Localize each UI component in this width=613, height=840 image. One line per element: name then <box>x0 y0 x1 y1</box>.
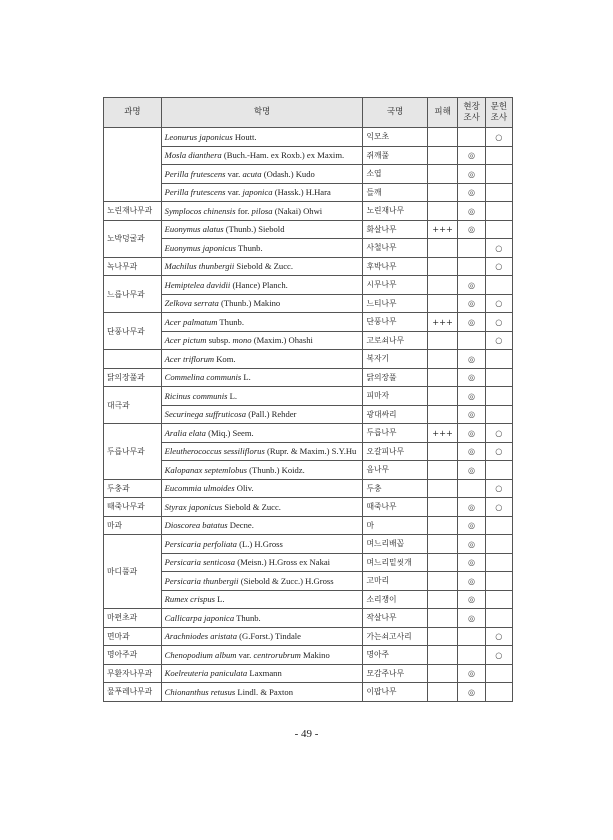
family-cell: 느릅나무과 <box>104 276 162 313</box>
scientific-name-italic: Chenopodium album <box>164 649 237 660</box>
literature-survey-mark <box>485 590 512 609</box>
scientific-name-cell <box>161 479 363 498</box>
damage-cell <box>427 553 458 572</box>
literature-survey-mark <box>485 368 512 387</box>
scientific-name-author: Kom. <box>214 353 236 364</box>
family-cell: 두릅나무과 <box>104 424 162 480</box>
table-row <box>104 646 513 665</box>
field-survey-mark: ◎ <box>458 461 485 480</box>
scientific-name-cell <box>161 294 363 313</box>
scientific-name-author: (Odash.) Kudo <box>261 168 315 179</box>
scientific-name-italic: Leonurus japonicus <box>164 131 233 142</box>
scientific-name-author: L. <box>215 594 225 605</box>
literature-survey-mark <box>485 553 512 572</box>
scientific-name-cell <box>161 146 363 165</box>
scientific-name-italic: pilosa <box>251 205 273 216</box>
scientific-name-author: (Hassk.) H.Hara <box>272 187 331 198</box>
korean-name-cell: 오갈피나무 <box>363 442 427 461</box>
table-row <box>104 239 513 258</box>
literature-survey-mark: ○ <box>485 239 512 258</box>
scientific-name-italic: Callicarpa japonica <box>164 612 235 623</box>
damage-cell <box>427 368 458 387</box>
family-cell <box>104 128 162 202</box>
scientific-name-italic: Acer palmatum <box>164 316 218 327</box>
damage-cell <box>427 294 458 313</box>
scientific-name-italic: Persicaria perfoliata <box>164 538 237 549</box>
family-cell: 마편초과 <box>104 609 162 628</box>
field-survey-mark: ◎ <box>458 572 485 591</box>
family-cell: 면마과 <box>104 627 162 646</box>
scientific-name-cell <box>161 183 363 202</box>
table-row <box>104 387 513 406</box>
scientific-name-italic: centrorubrum <box>253 649 301 660</box>
damage-cell <box>427 405 458 424</box>
scientific-name-italic: Koelreuteria paniculata <box>164 668 248 679</box>
literature-survey-mark <box>485 405 512 424</box>
literature-survey-mark: ○ <box>485 424 512 443</box>
table-row <box>104 627 513 646</box>
korean-name-cell: 고로쇠나무 <box>363 331 427 350</box>
table-row <box>104 424 513 443</box>
scientific-name-author: L. <box>241 372 251 383</box>
literature-survey-mark: ○ <box>485 442 512 461</box>
table-row <box>104 498 513 517</box>
damage-cell <box>427 350 458 369</box>
damage-cell: +++ <box>427 220 458 239</box>
literature-survey-mark: ○ <box>485 331 512 350</box>
scientific-name-author: Siebold & Zucc. <box>222 501 281 512</box>
table-row <box>104 146 513 165</box>
literature-survey-mark: ○ <box>485 257 512 276</box>
scientific-name-cell <box>161 442 363 461</box>
scientific-name-author: Thunb. <box>217 316 244 327</box>
scientific-name-author: (Thunb.) Siebold <box>223 224 285 235</box>
scientific-name-italic: acuta <box>242 168 262 179</box>
field-survey-mark <box>458 627 485 646</box>
korean-name-cell: 작살나무 <box>363 609 427 628</box>
literature-survey-mark <box>485 350 512 369</box>
family-cell: 마디풀과 <box>104 535 162 609</box>
literature-survey-mark: ○ <box>485 294 512 313</box>
scientific-name-author: Thunb. <box>234 612 261 623</box>
damage-cell <box>427 664 458 683</box>
literature-survey-mark <box>485 461 512 480</box>
damage-cell <box>427 461 458 480</box>
scientific-name-cell <box>161 128 363 147</box>
scientific-name-author: Siebold & Zucc. <box>234 261 293 272</box>
scientific-name-author: Decne. <box>227 520 254 531</box>
field-survey-mark <box>458 128 485 147</box>
table-row <box>104 294 513 313</box>
table-row <box>104 183 513 202</box>
scientific-name-cell <box>161 535 363 554</box>
damage-cell <box>427 442 458 461</box>
family-cell: 닭의장풀과 <box>104 368 162 387</box>
literature-survey-mark: ○ <box>485 646 512 665</box>
scientific-name-italic: Acer pictum <box>164 335 207 346</box>
field-survey-mark <box>458 239 485 258</box>
scientific-name-author: (Nakai) Ohwi <box>272 205 323 216</box>
scientific-name-italic: Styrax japonicus <box>164 501 223 512</box>
header-korean-name: 국명 <box>363 98 427 128</box>
korean-name-cell: 음나무 <box>363 461 427 480</box>
damage-cell <box>427 239 458 258</box>
scientific-name-italic: Euonymus alatus <box>164 224 224 235</box>
scientific-name-author: Laxmann <box>247 668 282 679</box>
field-survey-mark: ◎ <box>458 405 485 424</box>
damage-cell <box>427 479 458 498</box>
damage-cell <box>427 276 458 295</box>
damage-cell <box>427 646 458 665</box>
header-family: 과명 <box>104 98 162 128</box>
korean-name-cell: 소리쟁이 <box>363 590 427 609</box>
korean-name-cell: 소엽 <box>363 165 427 184</box>
damage-cell: +++ <box>427 424 458 443</box>
damage-cell <box>427 331 458 350</box>
field-survey-mark: ◎ <box>458 146 485 165</box>
field-survey-mark: ◎ <box>458 368 485 387</box>
literature-survey-mark <box>485 202 512 221</box>
scientific-name-cell <box>161 627 363 646</box>
literature-survey-mark <box>485 146 512 165</box>
family-cell: 노린재나무과 <box>104 202 162 221</box>
field-survey-mark: ◎ <box>458 535 485 554</box>
scientific-name-author: (Rupr. & Maxim.) S.Y.Hu <box>264 446 357 457</box>
literature-survey-mark: ○ <box>485 479 512 498</box>
scientific-name-author: (Thunb.) Koidz. <box>247 464 305 475</box>
korean-name-cell: 고마리 <box>363 572 427 591</box>
literature-survey-mark: ○ <box>485 627 512 646</box>
species-table <box>103 97 513 702</box>
scientific-name-author: var. <box>225 168 243 179</box>
table-row <box>104 461 513 480</box>
korean-name-cell: 시무나무 <box>363 276 427 295</box>
korean-name-cell: 피마자 <box>363 387 427 406</box>
family-cell: 명아주과 <box>104 646 162 665</box>
korean-name-cell: 쥐깨풀 <box>363 146 427 165</box>
literature-survey-mark: ○ <box>485 313 512 332</box>
field-survey-mark: ◎ <box>458 516 485 535</box>
scientific-name-italic: Eucommia ulmoides <box>164 483 235 494</box>
family-cell: 노박덩굴과 <box>104 220 162 257</box>
table-row <box>104 553 513 572</box>
korean-name-cell: 두릅나무 <box>363 424 427 443</box>
field-survey-mark <box>458 479 485 498</box>
korean-name-cell: 모감주나무 <box>363 664 427 683</box>
korean-name-cell: 닭의장풀 <box>363 368 427 387</box>
table-row <box>104 664 513 683</box>
korean-name-cell: 가는쇠고사리 <box>363 627 427 646</box>
scientific-name-italic: Persicaria senticosa <box>164 557 236 568</box>
literature-survey-mark <box>485 220 512 239</box>
literature-survey-mark <box>485 276 512 295</box>
scientific-name-cell <box>161 609 363 628</box>
scientific-name-italic: Persicaria thunbergii <box>164 575 239 586</box>
damage-cell <box>427 498 458 517</box>
scientific-name-cell <box>161 220 363 239</box>
literature-survey-mark <box>485 683 512 702</box>
literature-survey-mark <box>485 664 512 683</box>
literature-survey-mark <box>485 165 512 184</box>
scientific-name-italic: Chionanthus retusus <box>164 686 236 697</box>
literature-survey-mark <box>485 183 512 202</box>
scientific-name-italic: Hemiptelea davidii <box>164 279 231 290</box>
damage-cell <box>427 165 458 184</box>
scientific-name-author: var. <box>225 187 243 198</box>
literature-survey-mark <box>485 572 512 591</box>
scientific-name-cell <box>161 202 363 221</box>
scientific-name-cell <box>161 387 363 406</box>
table-row <box>104 276 513 295</box>
damage-cell <box>427 609 458 628</box>
scientific-name-author: (Hance) Planch. <box>230 279 288 290</box>
field-survey-mark: ◎ <box>458 498 485 517</box>
table-row <box>104 350 513 369</box>
table-row <box>104 683 513 702</box>
scientific-name-author: L. <box>227 390 237 401</box>
scientific-name-italic: Perilla frutescens <box>164 168 226 179</box>
korean-name-cell: 마 <box>363 516 427 535</box>
literature-survey-mark <box>485 609 512 628</box>
scientific-name-author: Oliv. <box>234 483 254 494</box>
scientific-name-author: (Miq.) Seem. <box>205 427 254 438</box>
scientific-name-author: (Meisn.) H.Gross ex Nakai <box>235 557 331 568</box>
scientific-name-italic: Dioscorea batatus <box>164 520 228 531</box>
field-survey-mark: ◎ <box>458 220 485 239</box>
korean-name-cell: 복자기 <box>363 350 427 369</box>
literature-survey-mark <box>485 535 512 554</box>
field-survey-mark: ◎ <box>458 609 485 628</box>
damage-cell <box>427 128 458 147</box>
scientific-name-author: (L.) H.Gross <box>236 538 283 549</box>
scientific-name-cell <box>161 553 363 572</box>
scientific-name-cell <box>161 683 363 702</box>
table-row <box>104 220 513 239</box>
scientific-name-author: (Maxim.) Ohashi <box>251 335 313 346</box>
korean-name-cell: 두충 <box>363 479 427 498</box>
table-row <box>104 405 513 424</box>
damage-cell: +++ <box>427 313 458 332</box>
scientific-name-italic: Aralia elata <box>164 427 206 438</box>
scientific-name-cell <box>161 664 363 683</box>
scientific-name-author: (Pall.) Rehder <box>246 409 297 420</box>
table-row <box>104 165 513 184</box>
damage-cell <box>427 257 458 276</box>
scientific-name-cell <box>161 461 363 480</box>
field-survey-mark: ◎ <box>458 664 485 683</box>
family-cell <box>104 350 162 369</box>
field-survey-mark <box>458 646 485 665</box>
table-header-row <box>104 98 513 128</box>
table-row <box>104 572 513 591</box>
scientific-name-italic: Ricinus communis <box>164 390 228 401</box>
scientific-name-author: (Siebold & Zucc.) H.Gross <box>238 575 334 586</box>
scientific-name-italic: Rumex crispus <box>164 594 216 605</box>
scientific-name-italic: Commelina communis <box>164 372 242 383</box>
scientific-name-italic: Kalopanax septemlobus <box>164 464 248 475</box>
scientific-name-cell <box>161 405 363 424</box>
field-survey-mark: ◎ <box>458 202 485 221</box>
scientific-name-cell <box>161 590 363 609</box>
scientific-name-cell <box>161 331 363 350</box>
scientific-name-italic: Eleutherococcus sessiliflorus <box>164 446 265 457</box>
scientific-name-author: subsp. <box>206 335 233 346</box>
table-row <box>104 516 513 535</box>
scientific-name-cell <box>161 313 363 332</box>
table-row <box>104 368 513 387</box>
scientific-name-author: Houtt. <box>232 131 257 142</box>
field-survey-mark: ◎ <box>458 590 485 609</box>
scientific-name-cell <box>161 646 363 665</box>
korean-name-cell: 며느리밑씻개 <box>363 553 427 572</box>
table-row <box>104 442 513 461</box>
scientific-name-cell <box>161 165 363 184</box>
family-cell: 때죽나무과 <box>104 498 162 517</box>
table-row <box>104 590 513 609</box>
scientific-name-cell <box>161 368 363 387</box>
table-row <box>104 479 513 498</box>
family-cell: 녹나무과 <box>104 257 162 276</box>
field-survey-mark: ◎ <box>458 276 485 295</box>
scientific-name-italic: japonica <box>242 187 273 198</box>
scientific-name-author: (Buch.-Ham. ex Roxb.) ex Maxim. <box>221 150 345 161</box>
scientific-name-cell <box>161 276 363 295</box>
korean-name-cell: 명아주 <box>363 646 427 665</box>
damage-cell <box>427 590 458 609</box>
korean-name-cell: 후박나무 <box>363 257 427 276</box>
family-cell: 물푸레나무과 <box>104 683 162 702</box>
scientific-name-italic: Acer triflorum <box>164 353 215 364</box>
table-row <box>104 535 513 554</box>
literature-survey-mark: ○ <box>485 498 512 517</box>
field-survey-mark: ◎ <box>458 313 485 332</box>
field-survey-mark: ◎ <box>458 683 485 702</box>
scientific-name-author: (G.Forst.) Tindale <box>237 631 301 642</box>
family-cell: 무환자나무과 <box>104 664 162 683</box>
scientific-name-italic: Euonymus japonicus <box>164 242 237 253</box>
scientific-name-italic: Arachniodes aristata <box>164 631 237 642</box>
table-row <box>104 609 513 628</box>
scientific-name-author: Lindl. & Paxton <box>235 686 294 697</box>
damage-cell <box>427 683 458 702</box>
korean-name-cell: 느티나무 <box>363 294 427 313</box>
table-row <box>104 128 513 147</box>
korean-name-cell: 사철나무 <box>363 239 427 258</box>
scientific-name-italic: Securinega suffruticosa <box>164 409 247 420</box>
scientific-name-cell <box>161 257 363 276</box>
korean-name-cell: 단풍나무 <box>363 313 427 332</box>
scientific-name-cell <box>161 239 363 258</box>
family-cell: 두충과 <box>104 479 162 498</box>
damage-cell <box>427 627 458 646</box>
scientific-name-author: Makino <box>300 649 330 660</box>
damage-cell <box>427 202 458 221</box>
korean-name-cell: 화살나무 <box>363 220 427 239</box>
header-scientific-name: 학명 <box>161 98 363 128</box>
scientific-name-author: Thunb. <box>236 242 263 253</box>
korean-name-cell: 들깨 <box>363 183 427 202</box>
field-survey-mark <box>458 331 485 350</box>
scientific-name-cell <box>161 572 363 591</box>
literature-survey-mark: ○ <box>485 128 512 147</box>
scientific-name-italic: mono <box>232 335 252 346</box>
scientific-name-author: (Thunb.) Makino <box>218 298 281 309</box>
header-literature-survey: 문헌 조사 <box>485 98 512 128</box>
field-survey-mark: ◎ <box>458 424 485 443</box>
damage-cell <box>427 572 458 591</box>
header-damage: 피해 <box>427 98 458 128</box>
field-survey-mark: ◎ <box>458 553 485 572</box>
table-row <box>104 313 513 332</box>
damage-cell <box>427 146 458 165</box>
korean-name-cell: 때죽나무 <box>363 498 427 517</box>
scientific-name-cell <box>161 498 363 517</box>
korean-name-cell: 익모초 <box>363 128 427 147</box>
table-row <box>104 202 513 221</box>
family-cell: 대극과 <box>104 387 162 424</box>
field-survey-mark: ◎ <box>458 350 485 369</box>
damage-cell <box>427 535 458 554</box>
scientific-name-italic: Perilla frutescens <box>164 187 226 198</box>
damage-cell <box>427 183 458 202</box>
header-field-survey: 현장 조사 <box>458 98 485 128</box>
table-row <box>104 257 513 276</box>
field-survey-mark: ◎ <box>458 183 485 202</box>
scientific-name-cell <box>161 350 363 369</box>
scientific-name-italic: Symplocos chinensis <box>164 205 236 216</box>
field-survey-mark: ◎ <box>458 165 485 184</box>
scientific-name-italic: Mosla dianthera <box>164 150 222 161</box>
field-survey-mark: ◎ <box>458 387 485 406</box>
korean-name-cell: 이팝나무 <box>363 683 427 702</box>
korean-name-cell: 며느리배꼽 <box>363 535 427 554</box>
literature-survey-mark <box>485 516 512 535</box>
scientific-name-italic: Zelkova serrata <box>164 298 219 309</box>
scientific-name-italic: Machilus thunbergii <box>164 261 235 272</box>
scientific-name-author: var. <box>236 649 254 660</box>
damage-cell <box>427 516 458 535</box>
field-survey-mark: ◎ <box>458 442 485 461</box>
scientific-name-cell <box>161 424 363 443</box>
scientific-name-cell <box>161 516 363 535</box>
field-survey-mark <box>458 257 485 276</box>
korean-name-cell: 노린재나무 <box>363 202 427 221</box>
korean-name-cell: 광대싸리 <box>363 405 427 424</box>
field-survey-mark: ◎ <box>458 294 485 313</box>
page-number: - 49 - <box>294 728 319 740</box>
family-cell: 단풍나무과 <box>104 313 162 350</box>
family-cell: 마과 <box>104 516 162 535</box>
scientific-name-author: for. <box>235 205 252 216</box>
literature-survey-mark <box>485 387 512 406</box>
table-row <box>104 331 513 350</box>
damage-cell <box>427 387 458 406</box>
